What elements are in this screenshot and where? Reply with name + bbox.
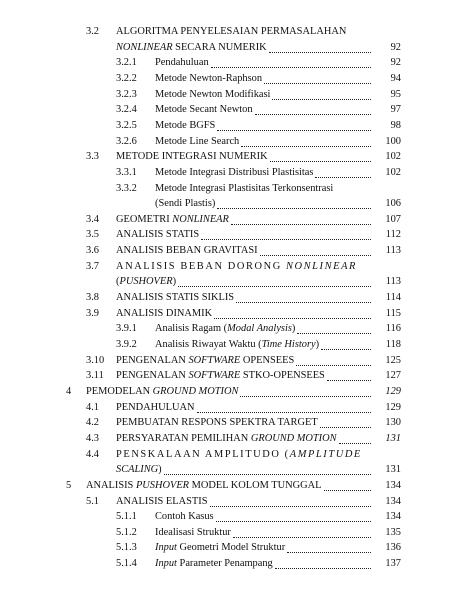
toc-entry-title: [116, 290, 373, 306]
toc-title-part: GROUND MOTION: [250, 432, 337, 444]
toc-entry[interactable]: [0, 227, 453, 243]
toc-entry[interactable]: [0, 290, 453, 306]
toc-entry-number: 3.3.2: [116, 182, 137, 194]
dot-leader: [296, 362, 371, 366]
toc-title-part: PUSHOVER: [135, 479, 190, 491]
toc-title-part: PEMBUATAN RESPONS SPEKTRA TARGET: [116, 417, 318, 429]
toc-entry-title: [86, 384, 373, 400]
dot-leader: [270, 158, 371, 162]
toc-entry-page: 129: [385, 385, 401, 397]
toc-entry[interactable]: [0, 40, 453, 56]
toc-entry-title: [155, 509, 373, 525]
toc-title-part: Metode Integrasi Plastisitas Terkonsentrasi: [155, 182, 334, 194]
toc-entry-title: [155, 87, 373, 103]
dot-leader: [214, 315, 371, 319]
dot-leader: [217, 127, 371, 131]
toc-entry-page: 95: [390, 88, 401, 100]
toc-title-part: ): [315, 339, 320, 350]
toc-title-part: SOFTWARE: [188, 370, 241, 382]
toc-title-part: PENDAHULUAN: [116, 401, 195, 413]
toc-title-part: ANALISIS BEBAN GRAVITASI: [116, 245, 258, 257]
toc-title-part: Analisis Ragam (: [155, 323, 228, 335]
toc-entry-page: 113: [385, 245, 401, 257]
toc-entry-number: 4.2: [86, 417, 99, 429]
toc-title-part: Idealisasi Struktur: [155, 526, 231, 538]
toc-entry-page: 107: [385, 213, 401, 225]
dot-leader: [320, 424, 371, 428]
toc-title-part: GROUND MOTION: [152, 385, 239, 397]
toc-entry-title: [155, 118, 373, 134]
toc-entry[interactable]: [0, 149, 453, 165]
toc-title-part: PERSYARATAN PEMILIHAN: [116, 432, 251, 444]
toc-entry-page: 100: [385, 135, 401, 147]
toc-entry[interactable]: [0, 102, 453, 118]
toc-entry-number: 3.2.6: [116, 135, 137, 147]
toc-title-part: Contoh Kasus: [155, 511, 214, 523]
toc-title-part: Metode Newton Modifikasi: [155, 88, 271, 100]
dot-leader: [241, 143, 371, 147]
toc-entry[interactable]: [0, 134, 453, 150]
dot-leader: [275, 565, 371, 569]
toc-entry-title: [116, 243, 373, 259]
toc-title-part: ANALISIS DINAMIK: [116, 307, 213, 319]
dot-leader: [269, 49, 371, 53]
toc-entry-page: 92: [390, 57, 401, 69]
toc-entry-number: 4.3: [86, 432, 99, 444]
toc-entry-number: 4.1: [86, 401, 99, 413]
toc-title-part: ANALISIS ELASTIS: [116, 495, 208, 507]
toc-entry-title: [155, 102, 373, 118]
toc-entry-number: 5.1.1: [116, 511, 137, 523]
toc-title-part: Analisis Riwayat Waktu (: [155, 339, 262, 350]
toc-entry-title: [116, 259, 373, 275]
toc-title-part: Input: [155, 542, 177, 554]
toc-entry[interactable]: [0, 181, 453, 197]
toc-title-part: METODE INTEGRASI NUMERIK: [116, 151, 268, 163]
toc-entry[interactable]: [0, 274, 453, 290]
toc-entry[interactable]: [0, 368, 453, 384]
toc-entry-title: [155, 525, 373, 541]
dot-leader: [217, 205, 371, 209]
toc-entry-page: 125: [385, 354, 401, 366]
toc-entry-page: 131: [385, 432, 401, 444]
toc-title-part: MODEL KOLOM TUNGGAL: [189, 479, 322, 491]
toc-entry-number: 3.7: [86, 260, 99, 272]
toc-entry-number: 3.2: [86, 26, 99, 37]
toc-entry-title: [116, 274, 373, 290]
toc-entry-number: 3.3.1: [116, 166, 137, 178]
toc-entry-page: 98: [390, 119, 401, 131]
dot-leader: [164, 471, 371, 475]
dot-leader: [255, 111, 371, 115]
toc-entry-number: 3.2.3: [116, 88, 137, 100]
toc-entry[interactable]: [0, 321, 453, 337]
toc-entry-number: 5.1.3: [116, 542, 137, 554]
toc-entry[interactable]: [0, 165, 453, 181]
toc-entry-number: 4: [66, 385, 72, 397]
toc-entry-number: 3.6: [86, 245, 99, 257]
toc-entry[interactable]: [0, 556, 453, 572]
toc-entry-page: 97: [390, 104, 401, 116]
toc-entry[interactable]: [0, 55, 453, 71]
toc-entry-title: [155, 556, 373, 572]
toc-title-part: Metode Line Search: [155, 135, 240, 147]
toc-entry-number: 3.9.1: [116, 323, 137, 335]
toc-entry[interactable]: [0, 353, 453, 369]
toc-entry-title: [155, 165, 373, 181]
toc-entry[interactable]: [0, 415, 453, 431]
toc-entry-page: 130: [385, 417, 401, 429]
toc-entry-title: [116, 447, 373, 463]
toc-entry-title: [155, 55, 373, 71]
toc-entry-page: 134: [385, 511, 401, 523]
toc-entry[interactable]: [0, 118, 453, 134]
toc-entry[interactable]: [0, 71, 453, 87]
toc-title-part: (Sendi Plastis): [155, 198, 216, 210]
toc-entry-number: 5.1: [86, 495, 99, 507]
dot-leader: [210, 503, 372, 507]
toc-title-part: Modal Analysis: [227, 323, 292, 335]
toc-entry[interactable]: [0, 462, 453, 478]
toc-entry-title: [86, 478, 373, 494]
toc-entry-number: 3.9.2: [116, 339, 137, 350]
toc-title-part: Time History: [261, 339, 316, 350]
toc-entry-page: 102: [385, 151, 401, 163]
toc-title-part: Metode Newton-Raphson: [155, 72, 263, 84]
toc-entry[interactable]: [0, 384, 453, 400]
toc-title-part: Parameter Penampang: [176, 558, 273, 570]
dot-leader: [201, 236, 371, 240]
toc-entry-page: 114: [385, 292, 401, 304]
toc-entry-title: [155, 181, 373, 197]
toc-entry[interactable]: [0, 509, 453, 525]
toc-entry-page: 102: [385, 166, 401, 178]
toc-title-part: ): [158, 464, 162, 476]
toc-entry-page: 135: [385, 526, 401, 538]
toc-title-part: SCALING: [116, 464, 159, 476]
toc-title-part: AMPLITUDE: [289, 448, 362, 460]
toc-entry[interactable]: [0, 24, 453, 40]
toc-entry-title: [116, 462, 373, 478]
dot-leader: [260, 252, 371, 256]
toc-entry-page: 106: [385, 198, 401, 210]
toc-entry[interactable]: [0, 196, 453, 212]
toc-title-part: ): [291, 323, 296, 335]
toc-title-part: STKO-OPENSEES: [240, 370, 325, 382]
dot-leader: [339, 440, 371, 444]
toc-title-part: PENSKALAAN AMPLITUDO (: [116, 448, 290, 460]
toc-title-part: Input: [155, 558, 177, 570]
toc-entry-page: 127: [385, 370, 401, 382]
toc-entry-number: 3.10: [86, 354, 105, 366]
toc-entry-title: [116, 368, 373, 384]
toc-title-part: ALGORITMA PENYELESAIAN PERMASALAHAN: [116, 26, 347, 37]
toc-entry-number: 4.4: [86, 448, 99, 460]
toc-entry-page: 113: [385, 276, 401, 288]
toc-entry-title: [116, 40, 373, 56]
dot-leader: [287, 549, 371, 553]
toc-entry-title: [116, 149, 373, 165]
toc-entry-title: [116, 494, 373, 510]
toc-entry-title: [155, 321, 373, 337]
toc-entry-title: [116, 415, 373, 431]
toc-title-part: Pendahuluan: [155, 57, 209, 69]
dot-leader: [315, 174, 371, 178]
dot-leader: [321, 346, 371, 350]
dot-leader: [297, 330, 371, 334]
toc-entry[interactable]: [0, 447, 453, 463]
toc-entry[interactable]: [0, 259, 453, 275]
toc-entry-title: [116, 227, 373, 243]
toc-entry-number: 3.9: [86, 307, 99, 319]
toc-title-part: ANALISIS: [86, 479, 136, 491]
dot-leader: [231, 221, 371, 225]
toc-entry[interactable]: [0, 494, 453, 510]
dot-leader: [197, 409, 371, 413]
toc-entry-page: 134: [385, 479, 401, 491]
toc-entry-page: 116: [385, 323, 401, 335]
toc-entry[interactable]: [0, 337, 453, 353]
toc-entry[interactable]: [0, 431, 453, 447]
toc-title-part: PEMODELAN: [86, 385, 153, 397]
toc-title-part: PUSHOVER: [119, 276, 173, 288]
toc-entry-number: 3.4: [86, 213, 99, 225]
toc-entry[interactable]: [0, 525, 453, 541]
toc-entry-page: 94: [390, 72, 401, 84]
dot-leader: [236, 299, 371, 303]
toc-entry-page: 115: [385, 307, 401, 319]
toc-entry-number: 3.3: [86, 151, 99, 163]
toc-title-part: NONLINEAR: [172, 213, 229, 225]
toc-entry-page: 118: [385, 339, 401, 350]
toc-entry[interactable]: [0, 306, 453, 322]
toc-entry-title: [116, 431, 373, 447]
toc-entry-title: [116, 306, 373, 322]
toc-entry-title: [155, 134, 373, 150]
toc-entry[interactable]: [0, 87, 453, 103]
toc-entry-number: 3.2.5: [116, 119, 137, 131]
toc-entry[interactable]: [0, 243, 453, 259]
toc-title-part: SECARA NUMERIK: [172, 41, 267, 53]
toc-entry-number: 3.11: [86, 370, 104, 382]
toc-entry-number: 3.5: [86, 229, 99, 241]
toc-title-part: ANALISIS STATIS: [116, 229, 200, 241]
toc-title-part: GEOMETRI: [116, 213, 173, 225]
toc-title-part: Metode BGFS: [155, 119, 216, 131]
toc-title-part: ANALISIS BEBAN DORONG: [116, 260, 286, 272]
toc-entry-page: 112: [385, 229, 401, 241]
dot-leader: [327, 377, 371, 381]
toc-entry-page: 131: [385, 464, 401, 476]
toc-entry-title: [155, 196, 373, 212]
dot-leader: [272, 96, 371, 100]
toc-entry-number: 3.2.2: [116, 72, 137, 84]
toc-title-part: (: [116, 276, 120, 288]
toc-entry-number: 3.2.4: [116, 104, 137, 116]
toc-title-part: Metode Integrasi Distribusi Plastisitas: [155, 166, 314, 178]
toc-title-part: ANALISIS STATIS SIKLIS: [116, 292, 235, 304]
toc-entry[interactable]: [0, 478, 453, 494]
toc-entry-title: [116, 24, 373, 40]
toc-title-part: NONLINEAR: [116, 41, 173, 53]
toc-entry-title: [155, 71, 373, 87]
toc-entry-number: 5.1.2: [116, 526, 137, 538]
toc-entry-title: [116, 400, 373, 416]
dot-leader: [178, 283, 371, 287]
dot-leader: [211, 64, 371, 68]
dot-leader: [264, 80, 371, 84]
toc-title-part: PENGENALAN: [116, 354, 189, 366]
toc-entry-number: 3.2.1: [116, 57, 137, 69]
toc-entry-page: 134: [385, 495, 401, 507]
dot-leader: [324, 487, 371, 491]
toc-entry-title: [155, 337, 373, 353]
toc-entry-page: 92: [390, 41, 401, 53]
toc-entry-number: 5.1.4: [116, 558, 137, 570]
toc-entry-title: [155, 540, 373, 556]
toc-entry-title: [116, 212, 373, 228]
toc-entry-number: 3.8: [86, 292, 99, 304]
toc-title-part: PENGENALAN: [116, 370, 189, 382]
toc-entry-page: 129: [385, 401, 401, 413]
toc-title-part: SOFTWARE: [188, 354, 241, 366]
dot-leader: [216, 518, 371, 522]
toc-title-part: NONLINEAR: [286, 260, 357, 272]
toc-entry[interactable]: [0, 540, 453, 556]
dot-leader: [233, 534, 371, 538]
toc-entry-page: 136: [385, 542, 401, 554]
toc-title-part: Metode Secant Newton: [155, 104, 253, 116]
toc-entry-title: [116, 353, 373, 369]
toc-title-part: OPENSEES: [240, 354, 295, 366]
toc-title-part: Geometri Model Struktur: [176, 542, 286, 554]
toc-entry[interactable]: [0, 212, 453, 228]
toc-entry-number: 5: [66, 479, 72, 491]
dot-leader: [240, 393, 371, 397]
toc-entry-page: 137: [385, 558, 401, 570]
toc-entry[interactable]: [0, 400, 453, 416]
toc-title-part: ): [172, 276, 177, 288]
